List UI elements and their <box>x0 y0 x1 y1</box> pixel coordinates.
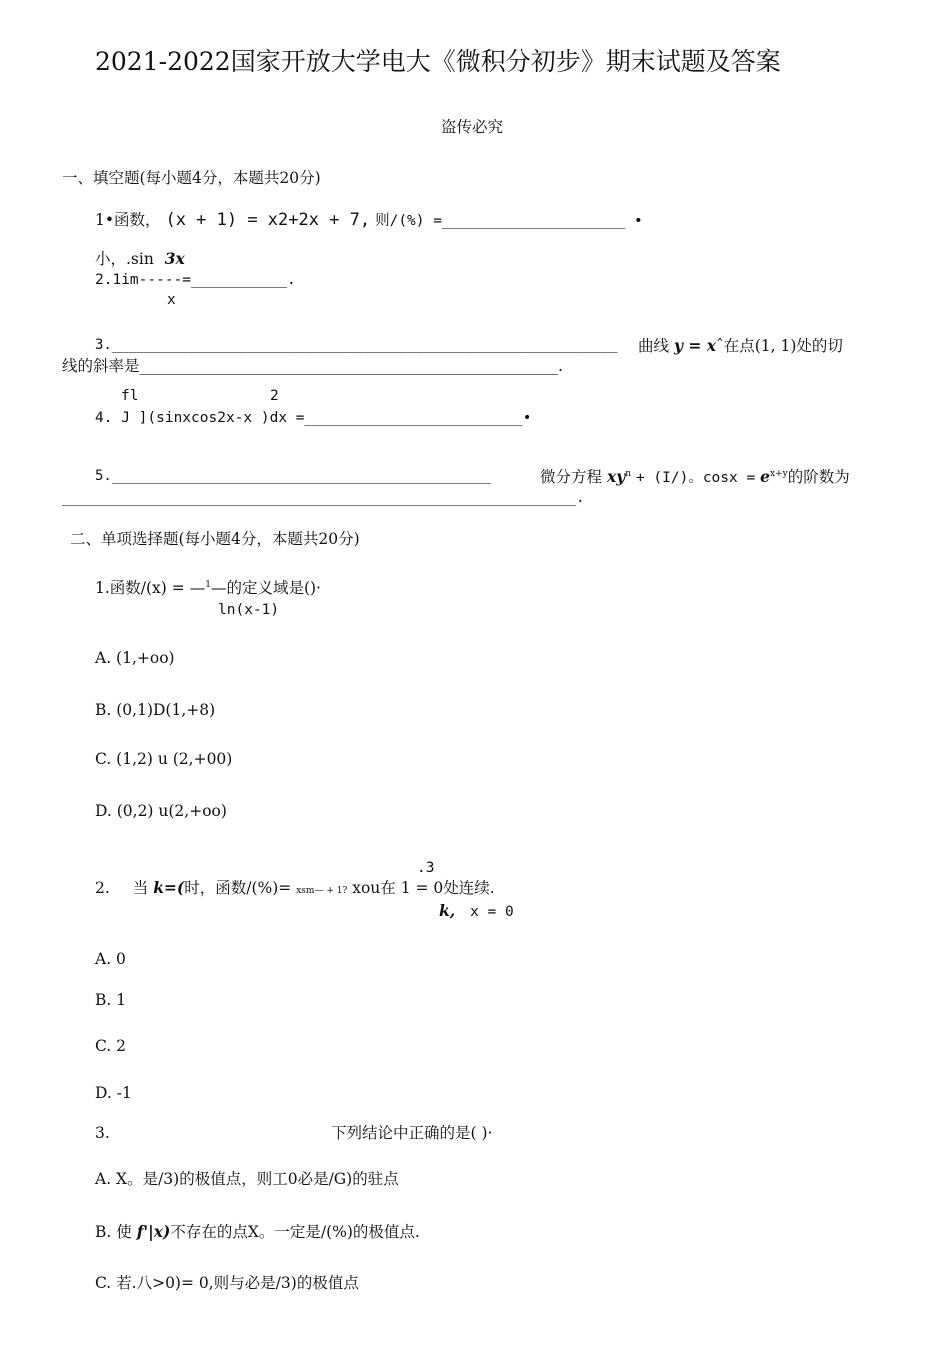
formula-fragment: xsm— + 1? <box>296 886 348 896</box>
superscript: 1 <box>205 580 211 590</box>
exponent: 2 <box>270 388 279 404</box>
question-4: 4. J ](sinxcos2x-x )dx =_________________________• <box>95 410 532 426</box>
formula: k, <box>439 901 456 920</box>
formula-denominator: x <box>167 292 176 308</box>
option-b: B. 1 <box>95 991 127 1009</box>
option-b: B. (0,1)D(1,+8) <box>95 701 216 719</box>
question-5-line2: _____________________________________________________________. <box>62 490 585 506</box>
superscript: n <box>625 469 631 479</box>
question-2 <box>95 880 495 897</box>
option-d: D. -1 <box>95 1084 132 1102</box>
integral-limit-upper: fl <box>121 388 139 404</box>
option-a: A. (1,+oo) <box>95 649 175 667</box>
option-d: D. (0,2) u(2,+oo) <box>95 802 227 820</box>
option-c: C. (1,2) u (2,+00) <box>95 750 233 768</box>
question-text: xou在 1 = 0处连续. <box>352 879 495 897</box>
formula: (x + 1) = x2+2x + 7, <box>165 210 371 230</box>
question-1 <box>95 581 321 597</box>
question-number: 2. <box>95 879 110 897</box>
option-text: B. 使 <box>95 1223 132 1241</box>
formula-top: .3 <box>417 860 435 876</box>
formula-text: 小，.sin <box>95 250 154 268</box>
formula: y = x <box>673 336 716 355</box>
question-text: 的阶数为 <box>787 468 850 486</box>
question-3: 3.____________________________________________________________ <box>95 337 618 353</box>
page-title: 2021-2022国家开放大学电大《微积分初步》期末试题及答案 <box>95 47 781 76</box>
formula-case <box>439 903 514 920</box>
option-b <box>95 1224 420 1241</box>
answer-blank: 则/(%) =_____________________ • <box>375 213 643 229</box>
section-heading: 一、填空题(每小题4分，本题共20分) <box>62 169 321 187</box>
question-5-text <box>540 469 850 486</box>
question-text: —的定义域是()· <box>210 579 321 597</box>
question-text: 曲线 <box>638 337 670 355</box>
question-3: 下列结论中正确的是( )· <box>331 1124 493 1142</box>
option-c: C. 若.八>0)= 0,则与必是/3)的极值点 <box>95 1274 359 1292</box>
option-a: A. X。是/3)的极值点，则工0必是/G)的驻点 <box>95 1170 399 1188</box>
question-2: 2.1im-----=___________. <box>95 272 296 288</box>
question-3-line2: 线的斜率是______________________________________________________. <box>62 357 563 375</box>
question-text: 当 <box>132 879 149 897</box>
option-text: 不存在的点X。一定是/(%)的极值点. <box>170 1223 420 1241</box>
superscript: x+y <box>770 469 788 479</box>
formula-denominator: ln(x-1) <box>218 602 280 618</box>
question-text: 1•函数， <box>95 211 161 229</box>
formula: k=( <box>153 878 185 897</box>
formula: xy <box>606 467 626 486</box>
page-subtitle: 盗传必究 <box>441 118 504 136</box>
formula: x = 0 <box>470 904 514 920</box>
question-1 <box>95 212 643 229</box>
question-5: 5._____________________________________________ <box>95 468 492 484</box>
option-c: C. 2 <box>95 1037 127 1055</box>
question-text: 时，函数/(%)= <box>184 879 292 897</box>
formula: + (I/)。cosx = <box>635 470 756 486</box>
question-3-text <box>638 338 843 355</box>
formula: e <box>760 467 771 486</box>
question-text: 微分方程 <box>540 468 603 486</box>
question-text: ˆ在点(1, 1)处的切 <box>715 337 843 355</box>
option-a: A. 0 <box>95 950 126 968</box>
formula: f'|x) <box>136 1222 171 1241</box>
section-heading: 二、单项选择题(每小题4分，本题共20分) <box>70 530 360 548</box>
formula-variable: 3x <box>164 249 185 268</box>
formula-numerator <box>95 251 185 268</box>
question-text: 1.函数/(x) = — <box>95 579 206 597</box>
question-number: 3. <box>95 1124 110 1142</box>
